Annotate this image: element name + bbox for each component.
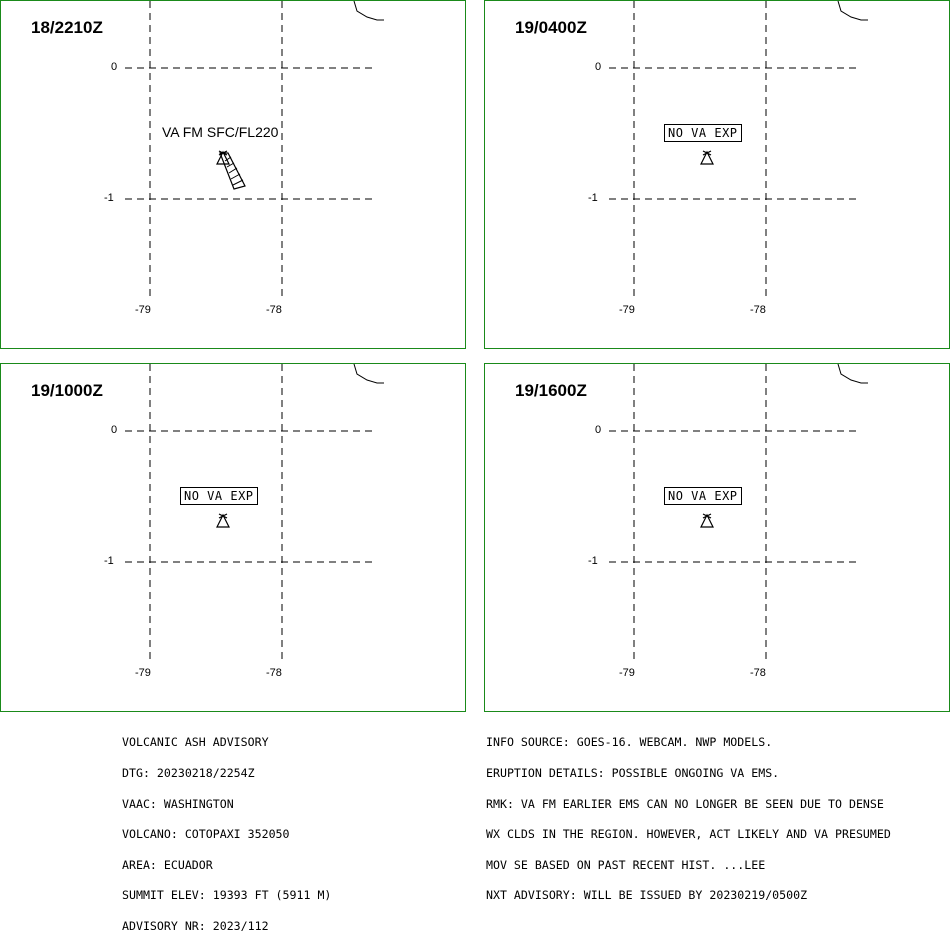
valid-time-label: 19/1600Z bbox=[515, 381, 587, 400]
coastline bbox=[838, 364, 868, 383]
map-grid-1 bbox=[1, 1, 466, 349]
volcano-triangle-icon bbox=[217, 514, 229, 527]
coastline bbox=[838, 1, 868, 20]
advisory-line: SUMMIT ELEV: 19393 FT (5911 M) bbox=[122, 888, 332, 903]
lon-tick-79: -79 bbox=[619, 667, 635, 679]
advisory-header-block bbox=[122, 717, 331, 941]
lat-tick-minus1: -1 bbox=[104, 555, 114, 567]
lon-tick-78: -78 bbox=[750, 304, 766, 316]
no-va-exp-box: NO VA EXP bbox=[664, 124, 742, 142]
lat-tick-minus1: -1 bbox=[588, 192, 598, 204]
advisory-line: VOLCANO: COTOPAXI 352050 bbox=[122, 827, 290, 842]
advisory-line: ADVISORY NR: 2023/112 bbox=[122, 918, 269, 933]
volcano-triangle-icon bbox=[701, 514, 713, 527]
lat-tick-0: 0 bbox=[111, 61, 118, 73]
map-grid-4 bbox=[485, 364, 950, 712]
no-va-exp-box: NO VA EXP bbox=[180, 487, 258, 505]
lon-tick-78: -78 bbox=[750, 667, 766, 679]
lat-tick-0: 0 bbox=[595, 61, 602, 73]
advisory-line: MOV SE BASED ON PAST RECENT HIST. ...LEE bbox=[486, 857, 766, 872]
map-grid-3 bbox=[1, 364, 466, 712]
advisory-remarks-block bbox=[486, 717, 891, 911]
map-panel-4 bbox=[484, 363, 950, 712]
map-panel-2 bbox=[484, 0, 950, 349]
lon-tick-78: -78 bbox=[266, 667, 282, 679]
coastline bbox=[354, 364, 384, 383]
valid-time-label: 19/0400Z bbox=[515, 18, 587, 37]
lon-tick-78: -78 bbox=[266, 304, 282, 316]
lat-tick-minus1: -1 bbox=[104, 192, 114, 204]
valid-time-label: 18/2210Z bbox=[31, 18, 103, 37]
advisory-line: WX CLDS IN THE REGION. HOWEVER, ACT LIKELY AND VA PRESUMED bbox=[486, 827, 891, 842]
volcano-triangle-icon bbox=[701, 151, 713, 164]
coastline bbox=[354, 1, 384, 20]
va-altitude-label: VA FM SFC/FL220 bbox=[162, 124, 279, 140]
map-panel-1 bbox=[0, 0, 466, 349]
lat-tick-0: 0 bbox=[595, 424, 602, 436]
no-va-exp-box: NO VA EXP bbox=[664, 487, 742, 505]
advisory-line: NXT ADVISORY: WILL BE ISSUED BY 20230219/0500Z bbox=[486, 888, 808, 903]
lat-tick-0: 0 bbox=[111, 424, 118, 436]
lon-tick-79: -79 bbox=[135, 667, 151, 679]
lon-tick-79: -79 bbox=[135, 304, 151, 316]
ash-cloud-polygon bbox=[220, 153, 245, 189]
advisory-line: DTG: 20230218/2254Z bbox=[122, 766, 255, 780]
map-panel-3 bbox=[0, 363, 466, 712]
map-grid-2 bbox=[485, 1, 950, 349]
advisory-line: ERUPTION DETAILS: POSSIBLE ONGOING VA EMS. bbox=[486, 766, 780, 780]
advisory-line: AREA: ECUADOR bbox=[122, 857, 213, 872]
advisory-line: INFO SOURCE: GOES-16. WEBCAM. NWP MODELS. bbox=[486, 735, 773, 750]
advisory-line: RMK: VA FM EARLIER EMS CAN NO LONGER BE SEEN DUE TO DENSE bbox=[486, 796, 884, 811]
valid-time-label: 19/1000Z bbox=[31, 381, 103, 400]
lon-tick-79: -79 bbox=[619, 304, 635, 316]
lat-tick-minus1: -1 bbox=[588, 555, 598, 567]
advisory-line: VOLCANIC ASH ADVISORY bbox=[122, 735, 269, 750]
advisory-line: VAAC: WASHINGTON bbox=[122, 796, 234, 811]
